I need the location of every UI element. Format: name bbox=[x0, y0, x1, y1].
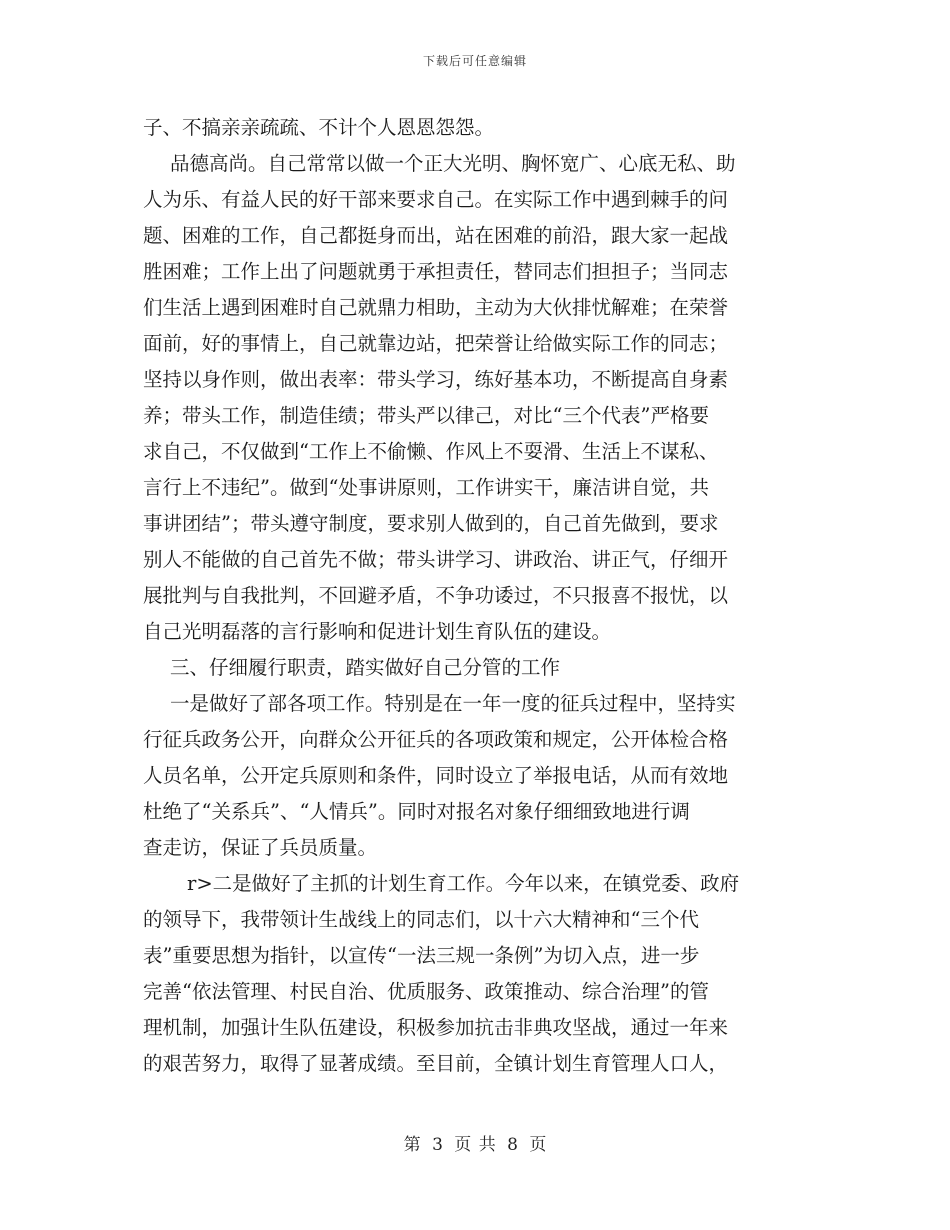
text-line: 的领导下，我带领计生战线上的同志们，以十六大精神和“三个代 bbox=[143, 908, 699, 931]
document-body bbox=[143, 110, 807, 1082]
text-line: 子、不搞亲亲疏疏、不计个人恩恩怨怨。 bbox=[143, 116, 495, 139]
text-line: 的艰苦努力，取得了显著成绩。至目前，全镇计划生育管理人口人， bbox=[143, 1052, 729, 1075]
text-line: 题、困难的工作，自己都挺身而出，站在困难的前沿，跟大家一起战 bbox=[143, 224, 729, 247]
text-line: 一是做好了部各项工作。特别是在一年一度的征兵过程中，坚持实 bbox=[170, 692, 736, 715]
text-line: 展批判与自我批判，不回避矛盾，不争功诿过，不只报喜不报忧，以 bbox=[143, 584, 729, 607]
footer-middle: 页 共 bbox=[454, 1135, 496, 1155]
text-line: 胜困难；工作上出了问题就勇于承担责任，替同志们担担子；当同志 bbox=[143, 260, 729, 283]
text-line: 完善“依法管理、村民自治、优质服务、政策推动、综合治理”的管 bbox=[143, 980, 709, 1003]
text-line: 养；带头工作，制造佳绩；带头严以律己，对比“三个代表”严格要 bbox=[143, 404, 709, 427]
text-line: 三、仔细履行职责，踏实做好自己分管的工作 bbox=[170, 656, 561, 679]
text-line: r>二是做好了主抓的计划生育工作。今年以来，在镇党委、政府 bbox=[187, 872, 740, 895]
text-line: 坚持以身作则，做出表率：带头学习，练好基本功，不断提高自身素 bbox=[143, 368, 729, 391]
text-line: 品德高尚。自己常常以做一个正大光明、胸怀宽广、心底无私、助 bbox=[170, 152, 736, 175]
text-line: 杜绝了“关系兵”、“人情兵”。同时对报名对象仔细细致地进行调 bbox=[143, 800, 690, 823]
text-line: 们生活上遇到困难时自己就鼎力相助，主动为大伙排忧解难；在荣誉 bbox=[143, 296, 729, 319]
text-line: 表”重要思想为指针，以宣传“一法三规一条例”为切入点，进一步 bbox=[143, 944, 700, 967]
footer-suffix: 页 bbox=[529, 1135, 547, 1155]
text-line: 求自己，不仅做到“工作上不偷懒、作风上不耍滑、生活上不谋私、 bbox=[143, 440, 719, 463]
page-footer bbox=[0, 1130, 950, 1155]
text-line: 别人不能做的自己首先不做；带头讲学习、讲政治、讲正气，仔细开 bbox=[143, 548, 729, 571]
text-line: 事讲团结”；带头遵守制度，要求别人做到的，自己首先做到，要求 bbox=[143, 512, 719, 535]
page-header: 下载后可任意编辑 bbox=[422, 54, 527, 68]
footer-current-page: 3 bbox=[432, 1135, 443, 1155]
text-line: 行征兵政务公开，向群众公开征兵的各项政策和规定，公开体检合格 bbox=[143, 728, 729, 751]
text-line: 人为乐、有益人民的好干部来要求自己。在实际工作中遇到棘手的问 bbox=[143, 188, 729, 211]
text-line: 查走访，保证了兵员质量。 bbox=[143, 836, 378, 859]
footer-prefix: 第 bbox=[403, 1135, 421, 1155]
text-line: 面前，好的事情上，自己就靠边站，把荣誉让给做实际工作的同志； bbox=[143, 332, 729, 355]
text-line: 人员名单，公开定兵原则和条件，同时设立了举报电话，从而有效地 bbox=[143, 764, 729, 787]
footer-total-pages: 8 bbox=[507, 1135, 518, 1155]
text-line: 自己光明磊落的言行影响和促进计划生育队伍的建设。 bbox=[143, 620, 612, 643]
text-line: 理机制，加强计生队伍建设，积极参加抗击非典攻坚战，通过一年来 bbox=[143, 1016, 729, 1039]
text-line: 言行上不违纪”。做到“处事讲原则，工作讲实干，廉洁讲自觉，共 bbox=[143, 476, 709, 499]
